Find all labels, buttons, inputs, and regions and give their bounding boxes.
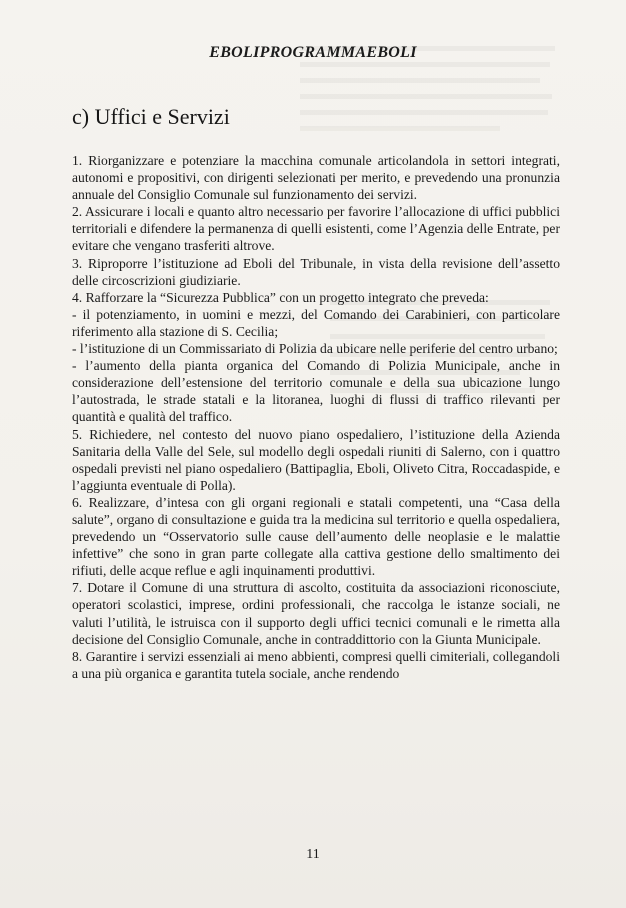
paragraph-item-4c: - l’aumento della pianta organica del Comando di Polizia Municipale, anche in considerazione dell’estensione del territorio comunale e della sua ubicazione lungo l’autostrada, le strade statali e la litoranea, luoghi di flussi di traffico rilevanti per quantità e qualità del traffico. — [72, 358, 560, 425]
paragraph-item-7: 7. Dotare il Comune di una struttura di ascolto, costituita da associazioni riconosciute, operatori scolastici, imprese, ordini professionali, che raccolga le istanze sociali, ne valuti l’utilità, le istruisca con il supporto degli uffici tecnici comunali e le rimetta alla decisione del Consiglio Comunale, anche in contraddittorio con la Giunta Municipale. — [72, 580, 560, 647]
paragraph-item-4a: - il potenziamento, in uomini e mezzi, del Comando dei Carabinieri, con particolare riferimento alla stazione di S. Cecilia; — [72, 306, 560, 339]
section-title: c) Uffici e Servizi — [72, 104, 230, 129]
paragraph-item-2: 2. Assicurare i locali e quanto altro necessario per favorire l’allocazione di uffici pubblici territoriali e difendere la permanenza di quelli esistenti, come l’Agenzia delle Entrate, per evitare che vengano trasferiti altrove. — [72, 204, 560, 254]
paragraph-item-6: 6. Realizzare, d’intesa con gli organi regionali e statali competenti, una “Casa della salute”, organo di consultazione e guida tra la medicina sul territorio e quella ospedaliera, prevedendo un “Osservatorio sulle cause dell’aumento delle neoplasie e le malattie infettive” che sono in gran parte collegate alla cattiva gestione dello smaltimento dei rifiuti, delle acque reflue e agli inquinamenti produttivi. — [72, 494, 560, 579]
paragraph-item-4b: - l’istituzione di un Commissariato di Polizia da ubicare nelle periferie del centro urbano; — [72, 341, 558, 357]
paragraph-item-5: 5. Richiedere, nel contesto del nuovo piano ospedaliero, l’istituzione della Azienda Sanitaria della Valle del Sele, sul modello degli ospedali riuniti di Salerno, con i quattro ospedali previsti nel piano ospedaliero (Battipaglia, Eboli, Oliveto Citra, Roccadaspide, e l’aggiunta eventuale di Polla). — [72, 426, 560, 493]
paragraph-item-1: 1. Riorganizzare e potenziare la macchina comunale articolandola in settori integrati, autonomi e propositivi, con dirigenti selezionati per merito, e prevedendo una pronunzia annuale del Consiglio Comunale sul funzionamento dei servizi. — [72, 153, 560, 203]
page-number: 11 — [306, 847, 320, 862]
paragraph-item-8: 8. Garantire i servizi essenziali ai meno abbienti, compresi quelli cimiteriali, collegandoli a una più organica e garantita tutela sociale, anche rendendo — [72, 648, 560, 681]
paragraph-item-3: 3. Riproporre l’istituzione ad Eboli del Tribunale, in vista della revisione dell’assetto delle circoscrizioni giudiziarie. — [72, 255, 560, 288]
paragraph-item-4: 4. Rafforzare la “Sicurezza Pubblica” con un progetto integrato che preveda: — [72, 289, 489, 305]
body-text — [72, 152, 560, 682]
running-header: EBOLIPROGRAMMAEBOLI — [209, 44, 417, 61]
